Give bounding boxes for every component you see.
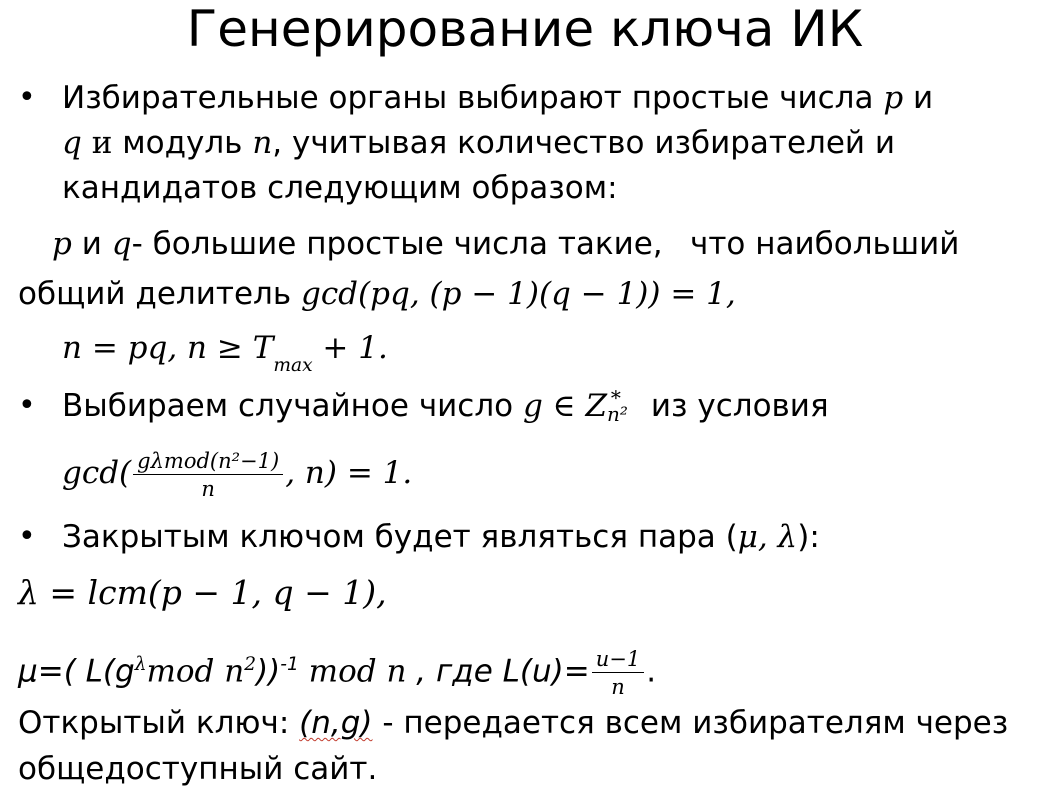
mu-formula <box>18 630 656 706</box>
text-span: и <box>71 226 112 262</box>
math-and: и <box>81 125 113 161</box>
bullet-1-line-1 <box>62 80 933 116</box>
text-span: . <box>646 653 657 690</box>
math-rest: , n) = 1. <box>285 455 413 491</box>
pq-line-1-end: что наибольший <box>690 226 960 262</box>
text-span: - передается всем избирателям через <box>372 705 1009 741</box>
math-n-formula: n = pq, n ≥ T <box>62 330 274 366</box>
math-in: ∈ <box>542 388 586 424</box>
math-gcd: gcd( <box>62 455 132 491</box>
fraction-denominator: n <box>201 476 215 501</box>
text-span: ): <box>797 519 820 555</box>
open-key-label: Открытый ключ: <box>18 705 300 741</box>
n-condition-line <box>62 330 388 378</box>
text-span: Избирательные органы выбирают простые числа <box>62 80 884 116</box>
text-where: , где <box>406 653 503 690</box>
math-mod-n: mod n <box>298 653 407 690</box>
math-p: p <box>883 80 904 116</box>
bullet-3-line <box>62 519 820 555</box>
lambda-formula <box>18 575 387 612</box>
math-n-squared: n² <box>607 402 628 426</box>
open-key-line-2: общедоступный сайт. <box>18 751 378 787</box>
bullet-marker: • <box>18 388 36 423</box>
text-span: модуль <box>112 125 253 161</box>
math-exponent: -1 <box>280 654 299 675</box>
math-plus-one: + 1. <box>312 330 388 366</box>
text-span: и <box>903 80 934 116</box>
math-lambda-sup: λ <box>134 654 147 675</box>
math-gcd-args: (pq, (p − 1)(q − 1)) = 1, <box>358 276 736 312</box>
math-g: g <box>522 388 543 424</box>
fraction <box>592 647 644 699</box>
bullet-1-line-2 <box>62 125 895 161</box>
math-mu-lambda: μ, λ <box>737 519 798 555</box>
math-L-of-u: L(u)= <box>502 653 590 690</box>
text-span: общий делитель <box>18 276 301 312</box>
Z-superscript-subscript <box>607 382 641 426</box>
bullet-1-line-3: кандидатов следующим образом: <box>62 170 618 206</box>
bullet-marker: • <box>18 80 36 115</box>
math-Z: Z <box>585 388 608 424</box>
math-mu: μ=( L(g <box>18 653 135 690</box>
fraction-numerator: gλmod(n²−1) <box>133 449 283 475</box>
math-sub-max: max <box>273 355 313 377</box>
fraction <box>133 449 283 501</box>
text-span: - большие простые числа такие, <box>131 226 663 262</box>
math-mod: mod n <box>146 653 245 690</box>
math-q: q <box>111 226 132 262</box>
math-star: ∗ <box>609 382 623 406</box>
slide-title: Генерирование ключа ИК <box>186 0 864 58</box>
open-key-value: (n,g) <box>299 705 373 741</box>
math-q: q <box>62 125 82 161</box>
bullet-2-formula <box>62 438 412 508</box>
open-key-line-1 <box>18 705 1008 741</box>
pq-line-1 <box>52 226 663 262</box>
math-lambda-lcm: λ = lcm(p − 1, q − 1), <box>18 573 387 612</box>
gcd-line <box>18 276 736 312</box>
math-gcd: gcd <box>300 276 359 312</box>
bullet-2-line-1 <box>62 382 829 426</box>
text-span: Закрытым ключом будет являться пара ( <box>62 519 738 555</box>
math-close: )) <box>256 653 281 690</box>
bullet-marker: • <box>18 519 36 554</box>
fraction-denominator: n <box>611 674 625 699</box>
text-span: Выбираем случайное число <box>62 388 523 424</box>
text-span: , учитывая количество избирателей и <box>272 125 896 161</box>
fraction-numerator: u−1 <box>592 647 644 673</box>
math-n: n <box>252 125 273 161</box>
math-p: p <box>52 226 72 262</box>
text-span: из условия <box>641 388 829 424</box>
math-square: 2 <box>244 654 257 675</box>
